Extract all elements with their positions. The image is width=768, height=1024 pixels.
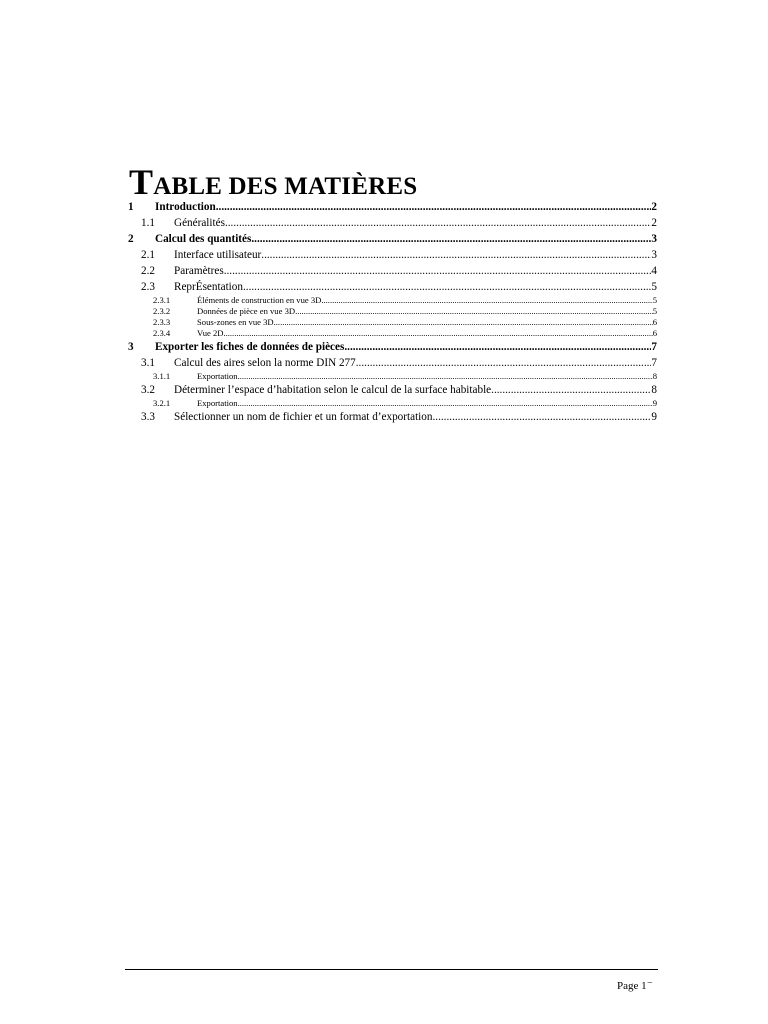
toc-entry-title: Calcul des aires selon la norme DIN 277 [174, 357, 356, 369]
toc-entry-title: Calcul des quantités [155, 233, 252, 245]
toc-leader-dots [356, 355, 652, 371]
toc-entry-page: 2 [651, 201, 657, 213]
toc-entry[interactable] [127, 199, 657, 215]
toc-entry-page: 7 [651, 341, 657, 353]
toc-leader-dots [261, 247, 651, 263]
toc-entry-title: Éléments de construction en vue 3D [197, 295, 322, 305]
toc-entry-title: Sous-zones en vue 3D [197, 317, 274, 327]
toc-entry-title: ReprÉsentation [174, 281, 243, 293]
toc-entry-page: 5 [652, 306, 657, 316]
toc-leader-dots [491, 382, 651, 398]
toc-entry-page: 3 [651, 233, 657, 245]
toc-entry-title: Vue 2D [197, 328, 224, 338]
toc-entry-number: 2.3.2 [153, 306, 171, 316]
toc-entry-title: Sélectionner un nom de fichier et un format d’exportation [174, 411, 433, 423]
toc-entry-number: 2.3.1 [153, 295, 171, 305]
footer-page-suffix: – [647, 977, 653, 987]
toc-entry-page: 9 [652, 398, 657, 408]
toc-entry-number: 3.1 [141, 357, 155, 369]
toc-entry[interactable] [127, 231, 657, 247]
toc-entry-title: Généralités [174, 217, 225, 229]
toc-leader-dots [225, 215, 651, 231]
toc-entry-page: 6 [652, 317, 657, 327]
toc-leader-dots [251, 231, 651, 247]
toc-leader-dots [321, 295, 652, 306]
toc-entry-page: 6 [652, 328, 657, 338]
toc-leader-dots [274, 317, 653, 328]
toc-entry-page: 7 [651, 357, 657, 369]
footer-divider [125, 969, 658, 970]
toc-leader-dots [243, 279, 651, 295]
toc-entry-page: 8 [652, 371, 657, 381]
toc-entry[interactable] [127, 398, 657, 409]
toc-leader-dots [216, 199, 652, 215]
toc-entry[interactable] [127, 306, 657, 317]
toc-entry-number: 3.3 [141, 411, 155, 423]
toc-leader-dots [238, 398, 653, 409]
toc-entry-page: 8 [651, 384, 657, 396]
toc-entry[interactable] [127, 215, 657, 231]
toc-entry[interactable] [127, 247, 657, 263]
toc-entry[interactable] [127, 339, 657, 355]
toc-entry-title: Exportation [197, 398, 238, 408]
toc-entry-page: 3 [651, 249, 657, 261]
toc-entry[interactable] [127, 371, 657, 382]
toc-leader-dots [432, 409, 651, 425]
toc-leader-dots [344, 339, 651, 355]
toc-entry-number: 2.2 [141, 265, 155, 277]
toc-entry-title: Introduction [155, 201, 216, 213]
toc-entry[interactable] [127, 328, 657, 339]
toc-entry-page: 9 [651, 411, 657, 423]
toc-leader-dots [224, 263, 652, 279]
toc-entry-title: Paramètres [174, 265, 224, 277]
toc-entry-page: 5 [652, 295, 657, 305]
page-title-initial: T [129, 162, 154, 203]
toc-entry-page: 5 [651, 281, 657, 293]
toc-entry-number: 3.2 [141, 384, 155, 396]
toc-entry-title: Données de pièce en vue 3D [197, 306, 296, 316]
toc-entry-number: 2.3 [141, 281, 155, 293]
toc-leader-dots [295, 306, 653, 317]
toc-entry[interactable] [127, 263, 657, 279]
toc-entry-number: 2.1 [141, 249, 155, 261]
toc-entry[interactable] [127, 409, 657, 425]
toc-entry-number: 3.2.1 [153, 398, 171, 408]
toc-entry[interactable] [127, 355, 657, 371]
toc-entry[interactable] [127, 295, 657, 306]
toc-leader-dots [223, 328, 652, 339]
toc-entry[interactable] [127, 317, 657, 328]
toc-entry-number: 2.3.4 [153, 328, 171, 338]
toc-entry-title: Exporter les fiches de données de pièces [155, 341, 345, 353]
page-title-rest: ABLE DES MATIÈRES [153, 173, 418, 201]
toc-entry-number: 1.1 [141, 217, 155, 229]
toc-leader-dots [238, 371, 653, 382]
toc-entry-number: 2.3.3 [153, 317, 171, 327]
toc-entry-number: 1 [128, 201, 134, 213]
toc-entry-number: 2 [128, 233, 134, 245]
toc-entry-title: Exportation [197, 371, 238, 381]
footer-page-number [617, 975, 652, 993]
toc-entry-number: 3.1.1 [153, 371, 171, 381]
toc-entry-title: Interface utilisateur [174, 249, 262, 261]
toc-entry-page: 4 [651, 265, 657, 277]
toc-entry[interactable] [127, 382, 657, 398]
toc-entry-page: 2 [651, 217, 657, 229]
table-of-contents [127, 199, 657, 425]
toc-entry-title: Déterminer l’espace d’habitation selon le calcul de la surface habitable [174, 384, 492, 396]
toc-entry-number: 3 [128, 341, 134, 353]
footer-page-label: Page 1 [617, 980, 647, 992]
toc-entry[interactable] [127, 279, 657, 295]
